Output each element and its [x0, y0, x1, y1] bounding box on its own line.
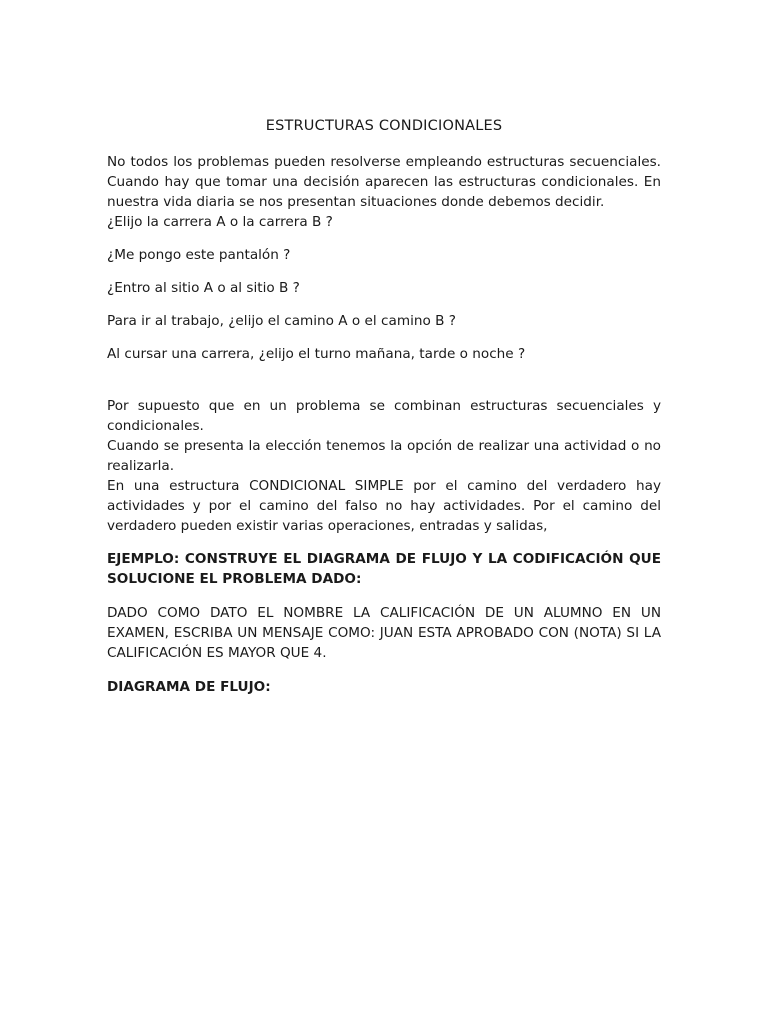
diagram-heading: DIAGRAMA DE FLUJO: [107, 679, 271, 695]
problem-statement: DADO COMO DATO EL NOMBRE LA CALIFICACIÓN DE UN ALUMNO EN UN EXAMEN, ESCRIBA UN MENSAJE COMO: JUAN ESTA APROBADO CON (NOTA) SI LA CALIFICACIÓN ES MAYOR QUE 4. [107, 605, 661, 661]
question-path: Para ir al trabajo, ¿elijo el camino A o el camino B ? [107, 313, 456, 329]
paragraph-choice: Cuando se presenta la elección tenemos la opción de realizar una actividad o no realizarla. [107, 438, 661, 474]
document-title: ESTRUCTURAS CONDICIONALES [265, 118, 503, 134]
paragraph-simple-conditional: En una estructura CONDICIONAL SIMPLE por el camino del verdadero hay actividades y por el camino del falso no hay actividades. Por el camino del verdadero pueden existir varias operaciones, entradas y salidas, [107, 478, 661, 534]
example-heading: EJEMPLO: CONSTRUYE EL DIAGRAMA DE FLUJO Y LA CODIFICACIÓN QUE SOLUCIONE EL PROBLEMA DADO: [107, 551, 661, 587]
intro-text: No todos los problemas pueden resolverse empleando estructuras secuenciales. Cuando hay que tomar una decisión aparecen las estructuras condicionales. En nuestra vida diaria se nos presentan situaciones donde debemos decidir. [107, 154, 661, 210]
question-shift: Al cursar una carrera, ¿elijo el turno mañana, tarde o noche ? [107, 346, 526, 362]
question-career: ¿Elijo la carrera A o la carrera B ? [107, 214, 333, 230]
question-site: ¿Entro al sitio A o al sitio B ? [107, 280, 300, 296]
question-pants: ¿Me pongo este pantalón ? [107, 247, 291, 263]
paragraph-combined: Por supuesto que en un problema se combinan estructuras secuenciales y condicionales. [107, 398, 661, 434]
intro-paragraph [107, 152, 661, 232]
